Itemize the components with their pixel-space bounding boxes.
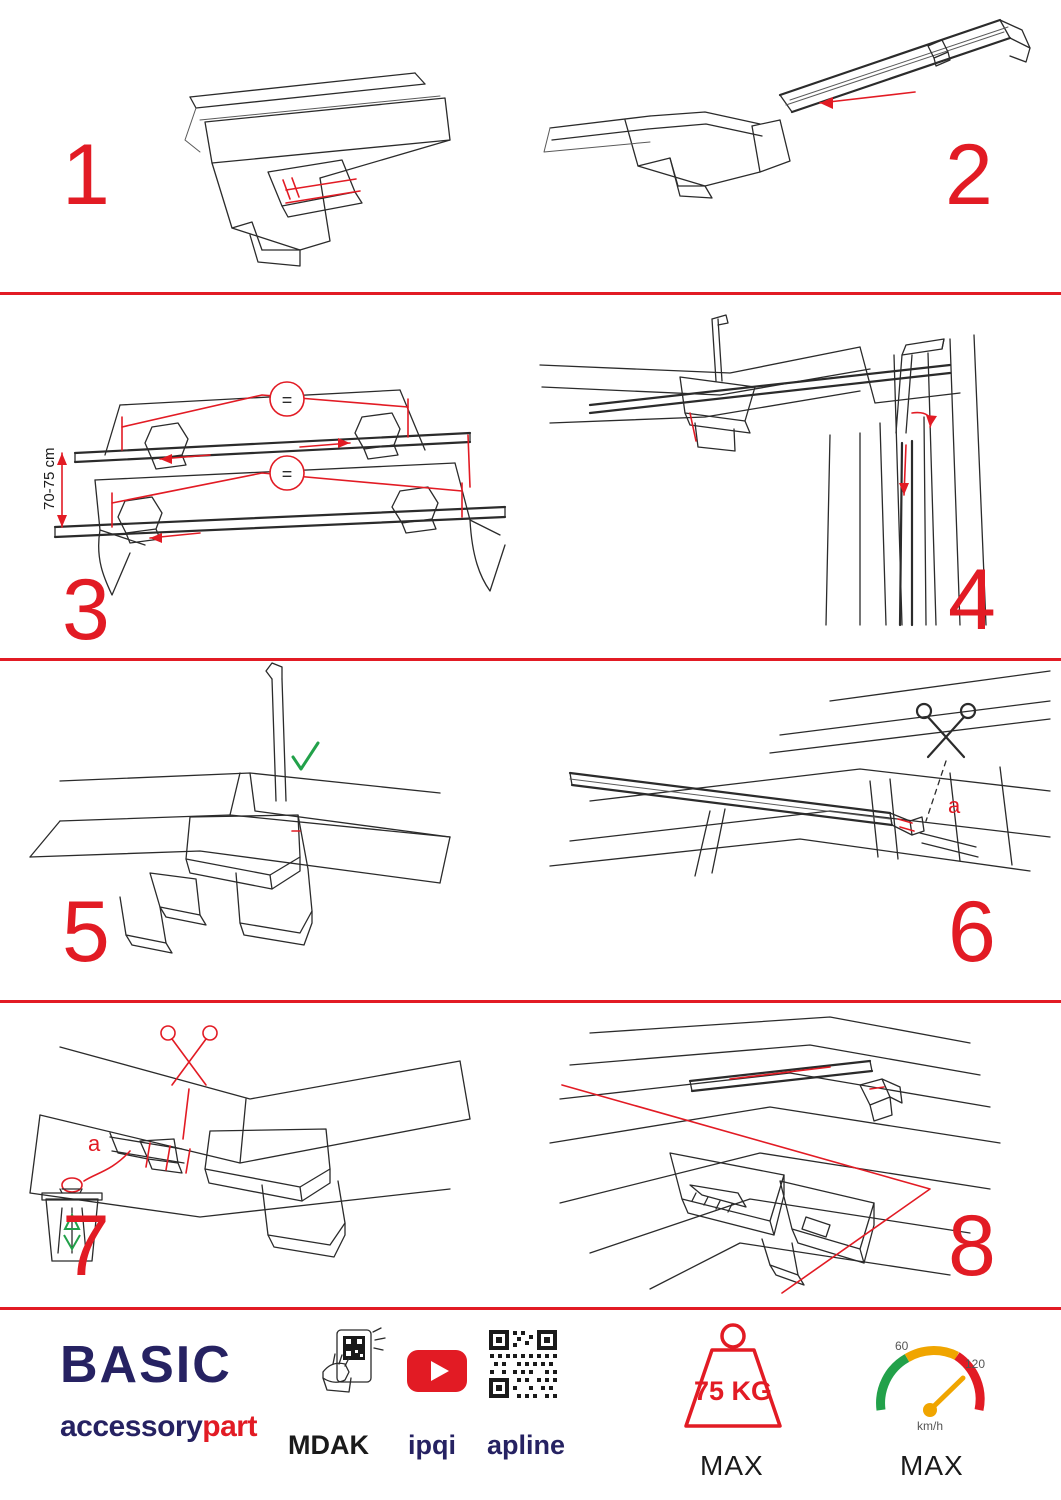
logo-label-ipqi (408, 1430, 456, 1461)
brand-accessorypart (60, 1410, 257, 1444)
apline-line-text: line (518, 1430, 566, 1460)
mdak-text: MDAK (288, 1430, 369, 1460)
step-1-panel (0, 0, 530, 292)
gauge-tick-60: 60 (895, 1339, 909, 1353)
apline-ap-text: ap (487, 1430, 519, 1460)
footer (0, 1310, 1061, 1500)
step-5-panel (0, 661, 530, 1000)
step-4-panel (530, 295, 1061, 658)
step-1-number: 1 (62, 127, 108, 223)
step-8-panel (530, 1003, 1061, 1307)
weight-limit-icon (668, 1322, 798, 1442)
logo-label-mdak (288, 1430, 369, 1461)
brand-basic: BASIC (60, 1336, 232, 1394)
speed-limit-icon (865, 1324, 995, 1444)
step-2-panel (530, 0, 1061, 292)
step-7-part-label: a (88, 1131, 101, 1156)
logo-label-apline (487, 1430, 565, 1461)
step-5-number: 5 (62, 884, 108, 980)
gauge-unit: km/h (916, 1419, 944, 1433)
step-7-number: 7 (62, 1198, 108, 1294)
scissors-icon-red (161, 1026, 217, 1085)
youtube-icon[interactable] (405, 1348, 469, 1394)
step-7-panel (0, 1003, 530, 1307)
gauge-tick-120: 120 (965, 1357, 986, 1371)
equal-mark-1: = (281, 390, 293, 410)
speed-limit-caption: MAX (900, 1450, 964, 1481)
ipqi-text: ipqi (408, 1430, 456, 1460)
brand-part-text: part (202, 1410, 257, 1443)
step-6-number: 6 (948, 884, 994, 980)
step-3-number: 3 (62, 562, 108, 658)
phone-qr-scan-icon (315, 1328, 395, 1400)
qr-code-icon[interactable] (487, 1328, 559, 1400)
step-6-part-label: a (948, 793, 961, 818)
brand-accessory-text: accessory (60, 1410, 203, 1443)
step-8-number: 8 (948, 1198, 994, 1294)
equal-mark-2: = (281, 464, 293, 484)
step-6-panel (530, 661, 1061, 1000)
step-3-panel (0, 295, 530, 658)
weight-limit-value: 75 KG (693, 1376, 773, 1406)
step-2-number: 2 (945, 127, 991, 223)
step-4-number: 4 (948, 552, 994, 648)
step-3-dimension-label: 70-75 cm (41, 447, 58, 510)
weight-limit-caption: MAX (700, 1450, 764, 1481)
